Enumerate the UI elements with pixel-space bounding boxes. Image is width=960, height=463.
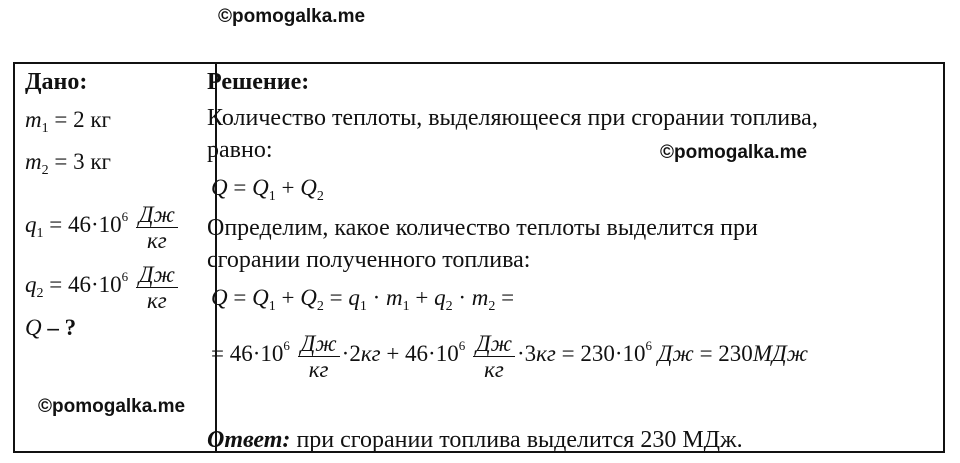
watermark-bottom: ©pomogalka.me xyxy=(38,396,186,417)
given-m1: $m_1 = 2$ кг xyxy=(25,107,111,136)
unit-fraction: $\frac{Дж}{кг}$ xyxy=(136,263,178,314)
given-q2: $q_2 = 46\cdot 10^6$ $\frac{Дж}{кг}$ xyxy=(25,252,180,319)
unit-fraction: $\frac{Дж}{кг}$ xyxy=(298,332,340,383)
solution-text-2: равно: xyxy=(207,137,273,163)
unknown-question-mark: ? xyxy=(64,315,77,340)
problem-table xyxy=(13,62,945,453)
answer-text: при сгорании топлива выделится 230 МДж. xyxy=(290,427,743,453)
watermark-middle: ©pomogalka.me xyxy=(660,142,808,163)
unit-fraction: $\frac{Дж}{кг}$ xyxy=(136,203,178,254)
given-heading: Дано: xyxy=(25,69,88,95)
given-q1: $q_1 = 46\cdot 10^6$ $\frac{Дж}{кг}$ xyxy=(25,192,180,259)
solution-heading: Решение: xyxy=(207,69,310,95)
formula-total-heat: $Q = Q_1 + Q_2$ xyxy=(211,175,324,204)
given-m2: $m_2 = 3$ кг xyxy=(25,149,111,178)
formula-expansion: $Q = Q_1 + Q_2 = q_1 \cdot m_1 + q_2 \cdot m_2$ = xyxy=(211,285,515,314)
watermark-top: ©pomogalka.me xyxy=(218,6,366,27)
solution-text-1: Количество теплоты, выделяющееся при сгорании топлива, xyxy=(207,105,818,131)
solution-text-4: сгорании полученного топлива: xyxy=(207,247,531,273)
given-unknown: Q – ? xyxy=(25,315,77,340)
answer-line xyxy=(207,426,743,454)
solution-text-3: Определим, какое количество теплоты выделится при xyxy=(207,215,758,241)
formula-calculation: = $46\cdot 10^6$ $\frac{Дж}{кг}$ $\cdot 2кг + 46\cdot 10^6$ $\frac{Дж}{кг}$ $\cdot 3кг = 230\cdot 10^6$ Дж = 230МДж xyxy=(211,331,808,383)
unit-fraction: $\frac{Дж}{кг}$ xyxy=(473,332,515,383)
answer-label: Ответ: xyxy=(207,427,291,453)
